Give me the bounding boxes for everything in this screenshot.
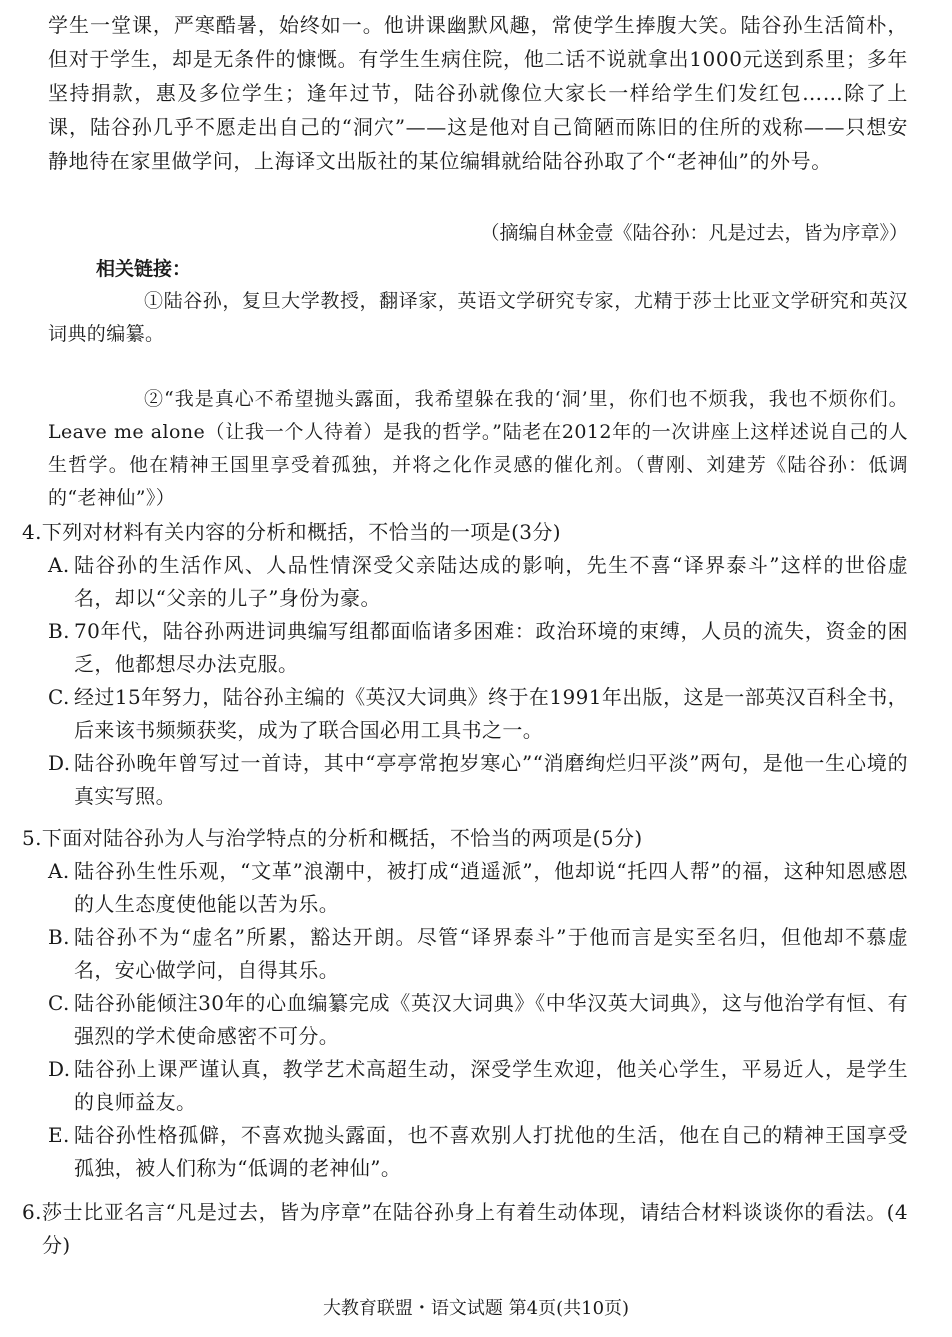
passage-paragraph: 学生一堂课，严寒酷暑，始终如一。他讲课幽默风趣，常使学生捧腹大笑。陆谷孙生活简朴，但对于学生，却是无条件的慷慨。有学生生病住院，他二话不说就拿出1000元送到系里；多年坚持捐款，惠及多位学生；逢年过节，陆谷孙就像位大家长一样给学生们发红包……除了上课，陆谷孙几乎不愿走出自己的“洞穴”——这是他对自己简陋而陈旧的住所的戏称——只想安静地待在家里做学问，上海译文出版社的某位编辑就给陆谷孙取了个“老神仙”的外号。 [48, 13, 908, 173]
option-letter: B. [48, 619, 70, 643]
question-4 [22, 516, 908, 813]
option-text: 陆谷孙的生活作风、人品性情深受父亲陆达成的影响，先生不喜“译界泰斗”这样的世俗虚名，却以“父亲的儿子”身份为豪。 [74, 553, 908, 610]
option-letter: E. [48, 1123, 70, 1147]
question-5-option-a [22, 855, 908, 921]
question-5-option-d [22, 1053, 908, 1119]
question-5 [22, 822, 908, 1185]
related-link-1: ①陆谷孙，复旦大学教授，翻译家，英语文学研究专家，尤精于莎士比亚文学研究和英汉词典的编纂。 [48, 290, 908, 345]
option-text: 陆谷孙生性乐观，“文革”浪潮中，被打成“逍遥派”，他却说“托四人帮”的福，这种知恩感恩的人生态度使他能以苦为乐。 [74, 859, 908, 916]
option-letter: A. [48, 553, 70, 577]
option-letter: A. [48, 859, 70, 883]
question-4-option-b [22, 615, 908, 681]
option-text: 70年代，陆谷孙两进词典编写组都面临诸多困难：政治环境的束缚，人员的流失，资金的困乏，他都想尽办法克服。 [74, 619, 908, 676]
question-4-option-d [22, 747, 908, 813]
option-text: 陆谷孙晚年曾写过一首诗，其中“亭亭常抱岁寒心”“消磨绚烂归平淡”两句，是他一生心境的真实写照。 [74, 751, 908, 808]
passage-source: （摘编自林金壹《陆谷孙：凡是过去，皆为序章》） [480, 222, 908, 244]
question-4-stem: 4.下列对材料有关内容的分析和概括，不恰当的一项是(3分) [22, 520, 562, 544]
question-6 [22, 1196, 908, 1262]
question-4-option-a [22, 549, 908, 615]
option-letter: B. [48, 925, 70, 949]
question-6-stem: 6.莎士比亚名言“凡是过去，皆为序章”在陆谷孙身上有着生动体现，请结合材料谈谈你的看法。(4分) [22, 1200, 908, 1257]
page-footer: 大教育联盟・语文试题 第4页(共10页) [322, 1298, 630, 1319]
question-5-option-c [22, 987, 908, 1053]
option-letter: C. [48, 991, 70, 1015]
option-text: 陆谷孙上课严谨认真，教学艺术高超生动，深受学生欢迎，他关心学生，平易近人，是学生的良师益友。 [74, 1057, 908, 1114]
question-4-option-c [22, 681, 908, 747]
related-links-heading: 相关链接： [96, 258, 192, 280]
option-text: 陆谷孙不为“虚名”所累，豁达开朗。尽管“译界泰斗”于他而言是实至名归，但他却不慕虚名，安心做学问，自得其乐。 [74, 925, 908, 982]
option-text: 陆谷孙性格孤僻，不喜欢抛头露面，也不喜欢别人打扰他的生活，他在自己的精神王国享受孤独，被人们称为“低调的老神仙”。 [74, 1123, 908, 1180]
option-letter: D. [48, 1057, 71, 1081]
question-5-stem: 5.下面对陆谷孙为人与治学特点的分析和概括，不恰当的两项是(5分) [22, 826, 643, 850]
option-letter: D. [48, 751, 71, 775]
option-letter: C. [48, 685, 70, 709]
option-text: 经过15年努力，陆谷孙主编的《英汉大词典》终于在1991年出版，这是一部英汉百科全书，后来该书频频获奖，成为了联合国必用工具书之一。 [74, 685, 908, 742]
option-text: 陆谷孙能倾注30年的心血编纂完成《英汉大词典》《中华汉英大词典》，这与他治学有恒、有强烈的学术使命感密不可分。 [74, 991, 908, 1048]
question-5-option-e [22, 1119, 908, 1185]
related-link-2: ②“我是真心不希望抛头露面，我希望躲在我的‘洞’里，你们也不烦我，我也不烦你们。Leave me alone（让我一个人待着）是我的哲学。”陆老在2012年的一次讲座上这样述说自己的人生哲学。他在精神王国里享受着孤独，并将之化作灵感的催化剂。（曹刚、刘建芳《陆谷孙：低调的“老神仙”》） [48, 388, 908, 509]
question-5-option-b [22, 921, 908, 987]
